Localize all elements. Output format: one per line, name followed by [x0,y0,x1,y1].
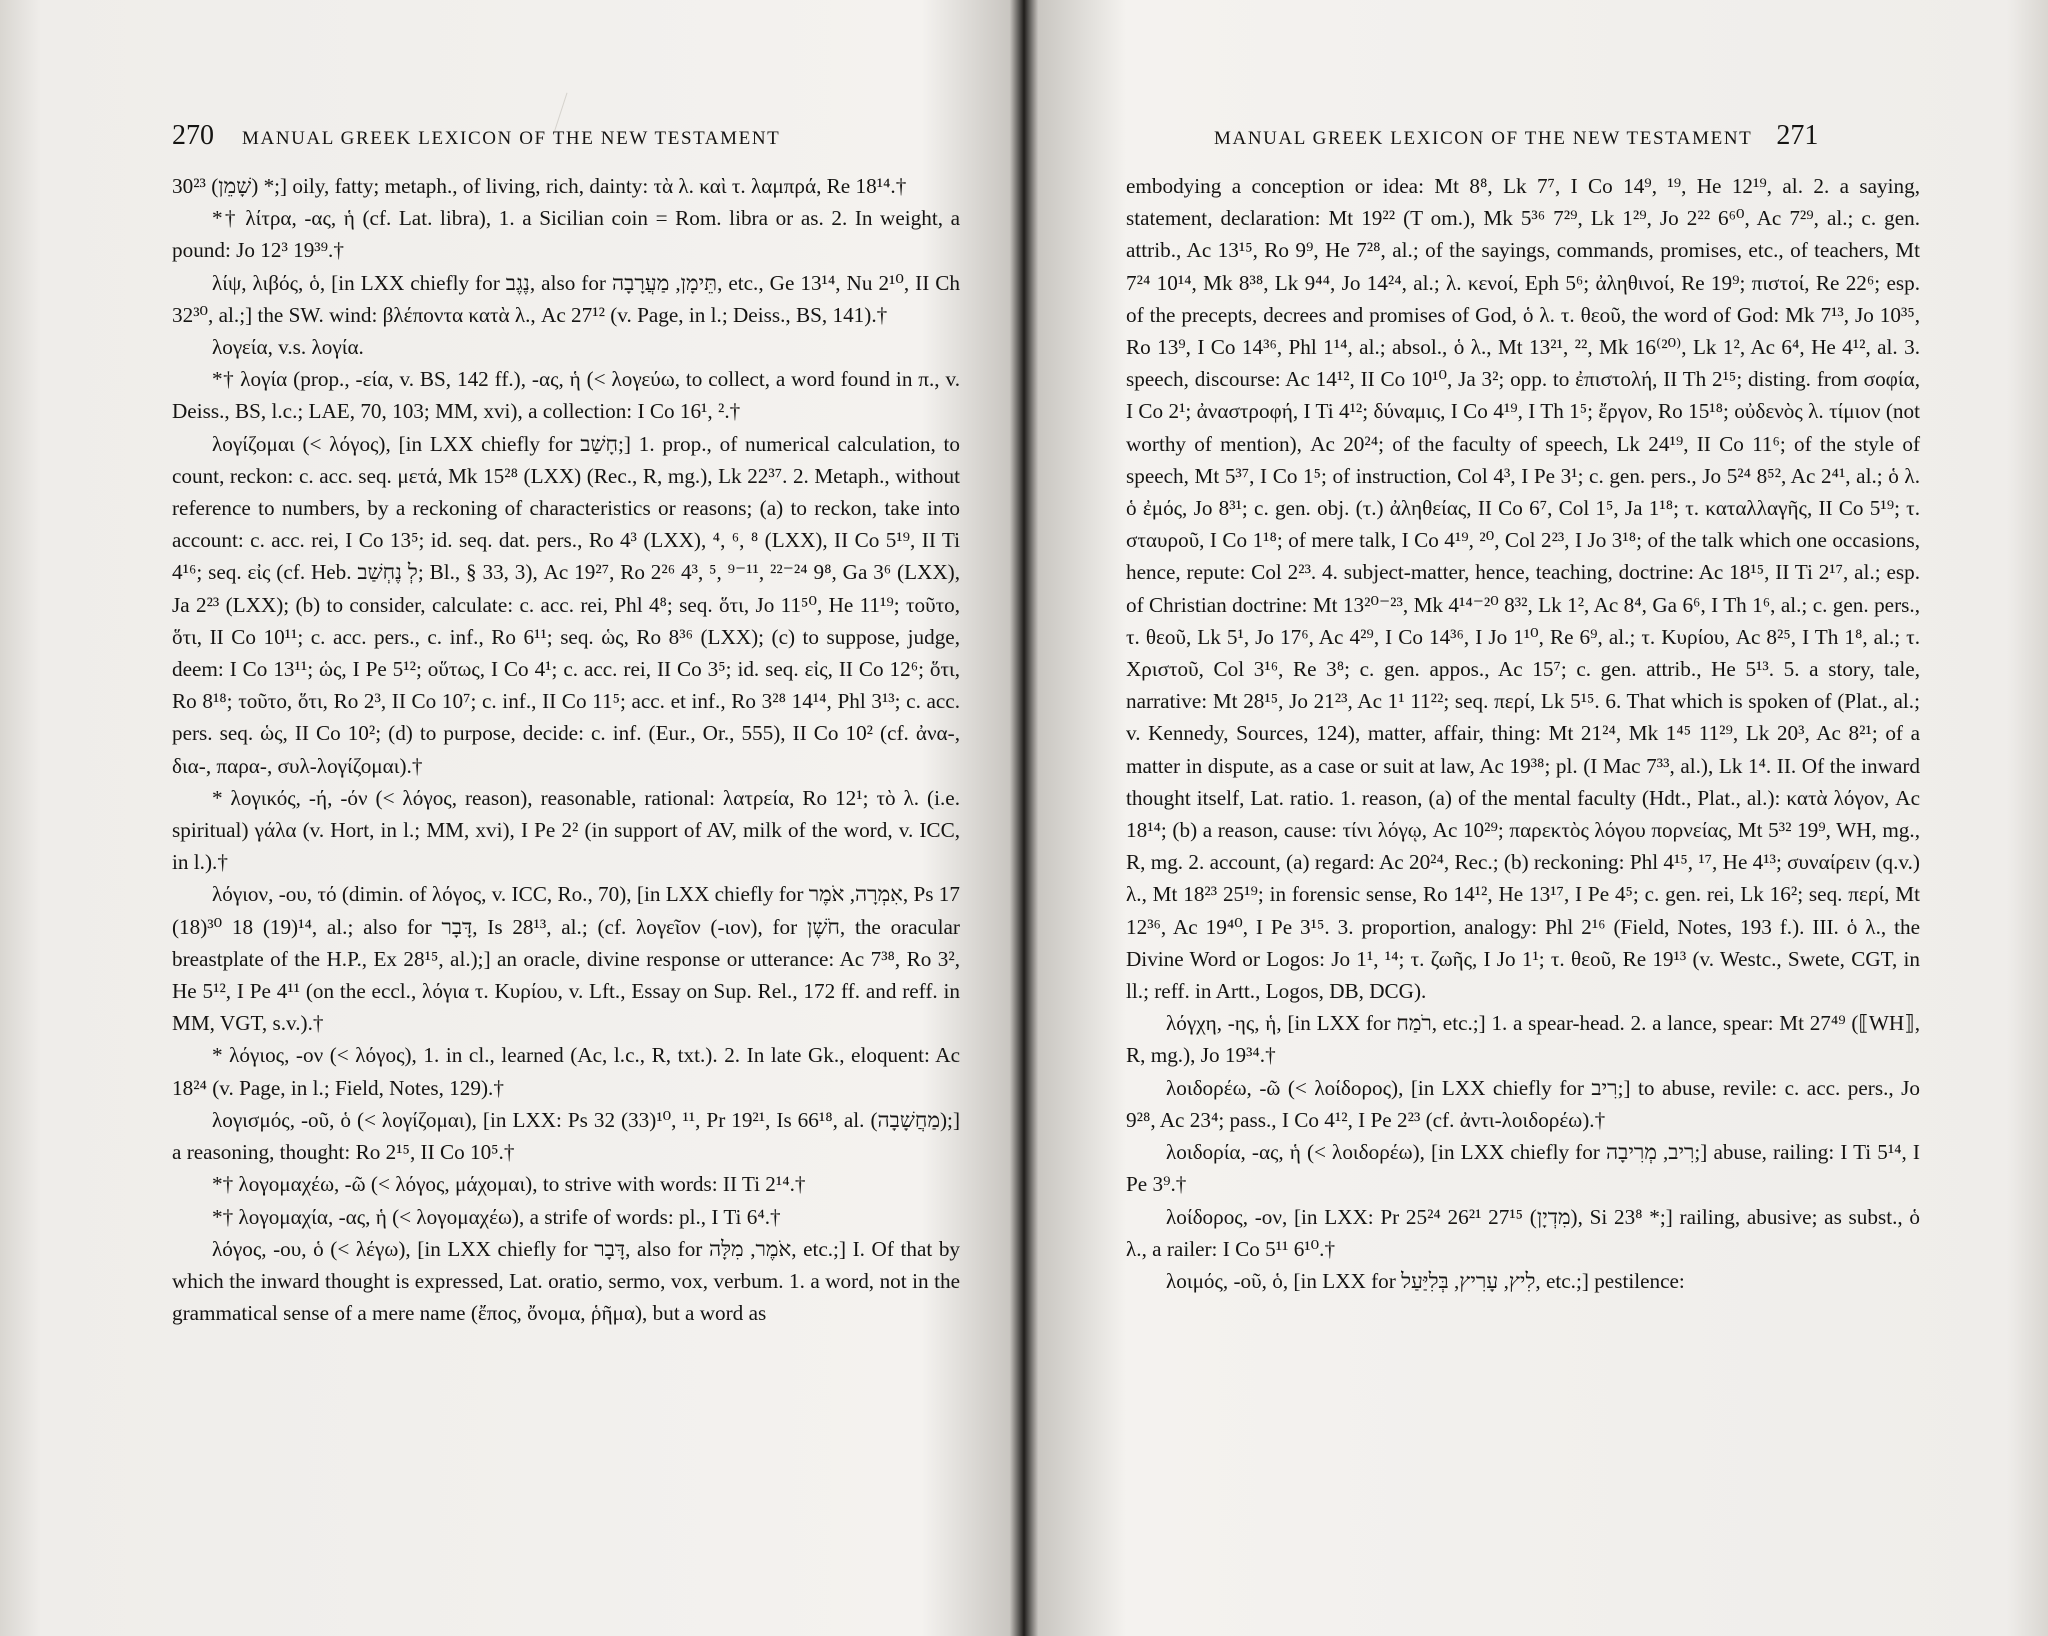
right-running-title: MANUAL GREEK LEXICON OF THE NEW TESTAMENT [1214,128,1753,149]
left-page-number: 270 [172,120,214,151]
continued-text: 30²³ (שָׁמֵן) *;] oily, fatty; metaph., of living, rich, dainty: τὰ λ. καὶ τ. λαμπρά, Re 18¹⁴.† [172,174,907,198]
left-running-title: MANUAL GREEK LEXICON OF THE NEW TESTAMENT [242,128,781,149]
lexicon-entry: *† λογομαχία, -ας, ἡ (< λογομαχέω), a strife of words: pl., I Ti 6⁴.† [212,1204,781,1229]
lexicon-entry: *† λογομαχέω, -ῶ (< λόγος, μάχομαι), to strive with words: II Ti 2¹⁴.† [212,1172,806,1197]
lexicon-entry: * λόγιος, -ον (< λόγος), 1. in cl., learned (Ac, l.c., R, txt.). 2. In late Gk., eloquent: Ac 18²⁴ (v. Page, in l.; Field, Notes, 129).† [172,1043,960,1100]
lexicon-entry: λόγιον, -ου, τό (dimin. of λόγος, v. ICC, Ro., 70), [in LXX chiefly for אִמְרָה, אֹמֶר, Ps 17 (18)³⁰ 18 (19)¹⁴, al.; also for דָּבָר, Is 28¹³, al.; (cf. λογεῖον (-ιον), for חֹשֶׁן, the oracular breastplate of the H.P., Ex 28¹⁵, al.);] an oracle, divine response or utterance: Ac 7³⁸, Ro 3², He 5¹², I Pe 4¹¹ (on the eccl., λόγια τ. Κυρίου, v. Lft., Essay on Sup. Rel., 172 ff. and reff. in MM, VGT, s.v.).† [172,882,960,1036]
left-running-head [172,116,780,156]
lexicon-entry: λοιμός, -οῦ, ὁ, [in LXX for לִיץ, עָרִיץ, בְּלִיַּעַל, etc.;] pestilence: [1166,1268,1685,1293]
lexicon-entry: *† λογία (prop., -εία, v. BS, 142 ff.), -ας, ἡ (< λογεύω, to collect, a word found in π., v. Deiss., BS, l.c.; LAE, 70, 103; MM, xvi), a collection: I Co 16¹, ².† [172,367,960,424]
left-page [0,0,1010,1636]
lexicon-entry: λόγος, -ου, ὁ (< λέγω), [in LXX chiefly for דָּבָר, also for אֹמֶר, מִלָּה, etc.;] I. Of that by which the inward thought is expressed, Lat. oratio, sermo, vox, verbum. 1. a word, not in the grammatical sense of a mere name (ἔπος, ὄνομα, ῥῆμα), but a word as [172,1236,961,1326]
right-running-head [1214,116,1818,156]
lexicon-entry: λοίδορος, -ον, [in LXX: Pr 25²⁴ 26²¹ 27¹⁵ (מִדְיָן), Si 23⁸ *;] railing, abusive; as subst., ὁ λ., a railer: I Co 5¹¹ 6¹⁰.† [1126,1204,1920,1261]
lexicon-entry: λοιδορία, -ας, ἡ (< λοιδορέω), [in LXX chiefly for רִיב, מְרִיבָה;] abuse, railing: I Ti 5¹⁴, I Pe 3⁹.† [1126,1140,1920,1197]
lexicon-entry: λογισμός, -οῦ, ὁ (< λογίζομαι), [in LXX: Ps 32 (33)¹⁰, ¹¹, Pr 19²¹, Is 66¹⁸, al. (מַחֲשָׁבָה);] a reasoning, thought: Ro 2¹⁵, II Co 10⁵.† [172,1107,960,1165]
left-page-text [172,170,960,1329]
right-page-number: 271 [1776,120,1819,151]
right-page [1032,0,2048,1636]
continued-text: embodying a conception or idea: Mt 8⁸, Lk 7⁷, I Co 14⁹, ¹⁹, He 12¹⁹, al. 2. a saying, statement, declaration: Mt 19²² (T om.), Mk 5³⁶ 7²⁹, Lk 1²⁹, Jo 2²² 6⁶⁰, Ac 7²⁹, al.; c. gen. attrib., Ac 13¹⁵, Ro 9⁹, He 7²⁸, al.; of the sayings, commands, promises, etc., of teachers, Mt 7²⁴ 10¹⁴, Mk 8³⁸, Lk 9⁴⁴, Jo 14²⁴, al.; λ. κενοί, Eph 5⁶; ἀληθινοί, Re 19⁹; πιστοί, Re 22⁶; esp. of the precepts, decrees and promises of God, ὁ λ. τ. θεοῦ, the word of God: Mk 7¹³, Jo 10³⁵, Ro 13⁹, I Co 14³⁶, Phl 1¹⁴, al.; absol., ὁ λ., Mt 13²¹, ²², Mk 16⁽²⁰⁾, Lk 1², Ac 6⁴, He 4¹², al. 3. speech, discourse: Ac 14¹², II Co 10¹⁰, Ja 3²; opp. to ἐπιστολή, II Th 2¹⁵; disting. from σοφία, I Co 2¹; ἀναστροφή, I Ti 4¹²; δύναμις, I Co 4¹⁹, I Th 1⁵; ἔργον, Ro 15¹⁸; οὐδενὸς λ. τίμιον (not worthy of mention), Ac 20²⁴; of the faculty of speech, Lk 24¹⁹, II Co 11⁶; of the style of speech, Mt 5³⁷, I Co 1⁵; of instruction, Col 4³, I Pe 3¹; c. gen. pers., Jo 5²⁴ 8⁵², Ac 2⁴¹, al.; ὁ λ. ὁ ἐμός, Jo 8³¹; c. gen. obj. (τ.) ἀληθείας, II Co 6⁷, Col 1⁵, Ja 1¹⁸; τ. καταλλαγῆς, II Co 5¹⁹; τ. σταυροῦ, I Co 1¹⁸; of mere talk, I Co 4¹⁹, ²⁰, Col 2²³, I Jo 3¹⁸; of the talk which one occasions, hence, repute: Col 2²³. 4. subject-matter, hence, teaching, doctrine: Ac 18¹⁵, II Ti 2¹⁷, al.; esp. of Christian doctrine: Mt 13²⁰⁻²³, Mk 4¹⁴⁻²⁰ 8³², Lk 1², Ac 8⁴, Ga 6⁶, I Th 1⁶, al.; c. gen. pers., τ. θεοῦ, Lk 5¹, Jo 17⁶, Ac 4²⁹, I Co 14³⁶, I Jo 1¹⁰, Re 6⁹, al.; τ. Κυρίου, Ac 8²⁵, I Th 1⁸, al.; τ. Χριστοῦ, Col 3¹⁶, Re 3⁸; c. gen. appos., Ac 15⁷; c. gen. attrib., He 5¹³. 5. a story, tale, narrative: Mt 28¹⁵, Jo 21²³, Ac 1¹ 11²²; seq. περί, Lk 5¹⁵. 6. That which is spoken of (Plat., al.; v. Kennedy, Sources, 124), matter, affair, thing: Mt 21²⁴, Mk 1⁴⁵ 11²⁹, Lk 20³, Ac 8²¹; of a matter in dispute, as a case or suit at law, Ac 19³⁸; pl. (I Mac 7³³, al.), Lk 1⁴. II. Of the inward thought itself, Lat. ratio. 1. reason, (a) of the mental faculty (Hdt., Plat., al.): κατὰ λόγον, Ac 18¹⁴; (b) a reason, cause: τίνι λόγῳ, Ac 10²⁹; παρεκτὸς λόγου πορνείας, Mt 5³² 19⁹, WH, mg., R, mg. 2. account, (a) regard: Ac 20²⁴, Rec.; (b) reckoning: Phl 4¹⁵, ¹⁷, He 4¹³; συναίρειν (q.v.) λ., Mt 18²³ 25¹⁹; in forensic sense, Ro 14¹², He 13¹⁷, I Pe 4⁵; c. gen. rei, Lk 16²; seq. περί, Mt 12³⁶, Ac 19⁴⁰, I Pe 3¹⁵. 3. proportion, analogy: Phl 2¹⁶ (Field, Notes, 193 f.). III. ὁ λ., the Divine Word or Logos: Jo 1¹, ¹⁴; τ. ζωῆς, I Jo 1¹; τ. θεοῦ, Re 19¹³ (v. Westc., Swete, CGT, in ll.; reff. in Artt., Logos, DB, DCG). [1126,174,1920,1004]
lexicon-entry: λίψ, λιβός, ὁ, [in LXX chiefly for נֶגֶב, also for תֵּימָן, מַעֲרָבָה, etc., Ge 13¹⁴, Nu 2¹⁰, II Ch 32³⁰, al.;] the SW. wind: βλέποντα κατὰ λ., Ac 27¹² (v. Page, in l.; Deiss., BS, 141).† [172,270,961,327]
lexicon-entry: λοιδορέω, -ῶ (< λοίδορος), [in LXX chiefly for רִיב;] to abuse, revile: c. acc. pers., Jo 9²⁸, Ac 23⁴; pass., I Co 4¹², I Pe 2²³ (cf. ἀντι-λοιδορέω).† [1126,1075,1920,1132]
lexicon-entry: λογίζομαι (< λόγος), [in LXX chiefly for חָשַׁב;] 1. prop., of numerical calculation, to count, reckon: c. acc. seq. μετά, Mk 15²⁸ (LXX) (Rec., R, mg.), Lk 22³⁷. 2. Metaph., without reference to numbers, by a reckoning of characteristics or reasons; (a) to reckon, take into account: c. acc. rei, I Co 13⁵; id. seq. dat. pers., Ro 4³ (LXX), ⁴, ⁶, ⁸ (LXX), II Co 5¹⁹, II Ti 4¹⁶; seq. εἰς (cf. Heb. לְ נֶחְשַׁב; Bl., § 33, 3), Ac 19²⁷, Ro 2²⁶ 4³, ⁵, ⁹⁻¹¹, ²²⁻²⁴ 9⁸, Ga 3⁶ (LXX), Ja 2²³ (LXX); (b) to consider, calculate: c. acc. rei, Phl 4⁸; seq. ὅτι, Jo 11⁵⁰, He 11¹⁹; τοῦτο, ὅτι, II Co 10¹¹; c. acc. pers., c. inf., Ro 6¹¹; seq. ὡς, Ro 8³⁶ (LXX); (c) to suppose, judge, deem: I Co 13¹¹; ὡς, I Pe 5¹²; οὕτως, I Co 4¹; c. acc. rei, II Co 3⁵; id. seq. εἰς, II Co 12⁶; ὅτι, Ro 8¹⁸; τοῦτο, ὅτι, Ro 2³, II Co 10⁷; c. inf., II Co 11⁵; acc. et inf., Ro 3²⁸ 14¹⁴, Phl 3¹³; c. acc. pers. seq. ὡς, II Co 10²; (d) to purpose, decide: c. inf. (Eur., Or., 555), II Co 10² (cf. ἀνα-, δια-, παρα-, συλ-λογίζομαι).† [172,431,960,778]
right-page-text [1126,170,1920,1297]
lexicon-entry: λόγχη, -ης, ἡ, [in LXX for רֹמַח, etc.;] 1. a spear-head. 2. a lance, spear: Mt 27⁴⁹ (⟦WH⟧, R, mg.), Jo 19³⁴.† [1126,1011,1920,1068]
lexicon-entry: λογεία, v.s. λογία. [212,335,364,360]
lexicon-entry: * λογικός, -ή, -όν (< λόγος, reason), reasonable, rational: λατρεία, Ro 12¹; τὸ λ. (i.e. spiritual) γάλα (v. Hort, in l.; MM, xvi), I Pe 2² (in support of AV, milk of the word, v. ICC, in l.).† [172,785,960,875]
lexicon-entry: *† λίτρα, -ας, ἡ (cf. Lat. libra), 1. a Sicilian coin = Rom. libra or as. 2. In weight, a pound: Jo 12³ 19³⁹.† [172,206,960,263]
